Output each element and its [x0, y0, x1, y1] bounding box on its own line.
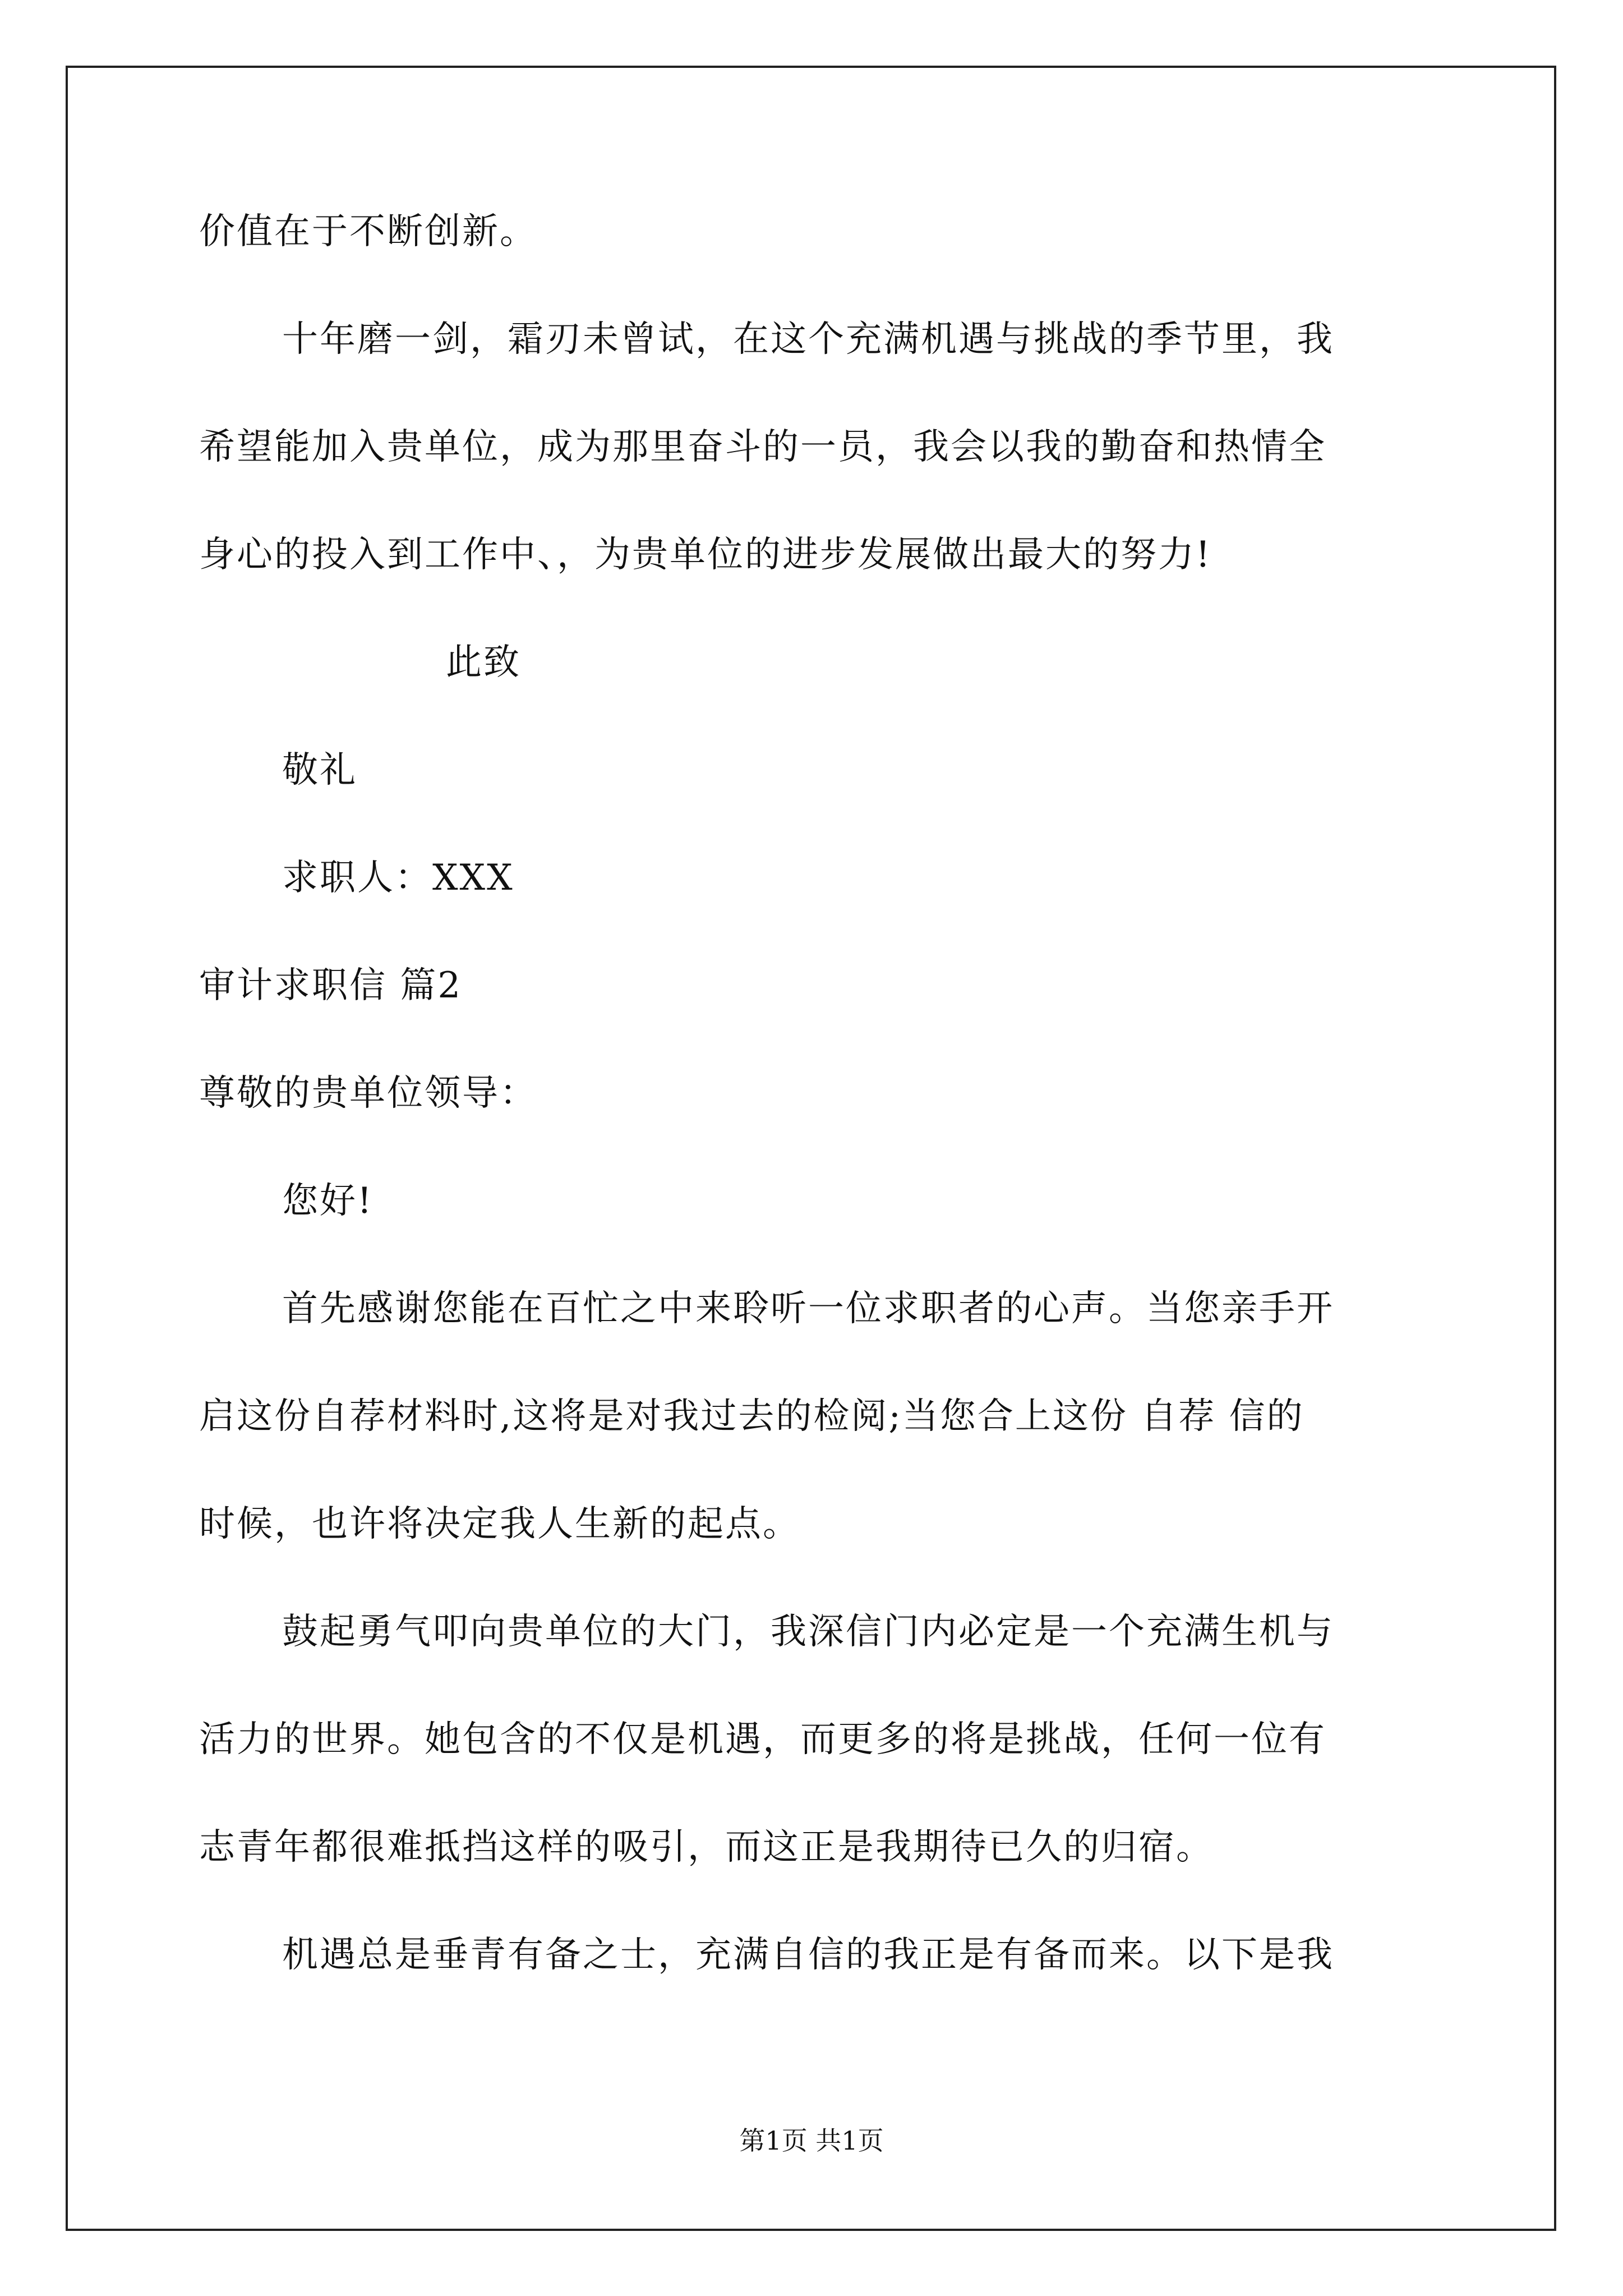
text-line: 首先感谢您能在百忙之中来聆听一位求职者的心声。当您亲手开: [282, 1288, 1334, 1329]
greeting-line: 尊敬的贵单位领导：: [199, 1073, 537, 1114]
text-line: 志青年都很难抵挡这样的吸引，而这正是我期待已久的归宿。: [199, 1826, 1214, 1868]
section-heading: 审计求职信 篇2: [199, 965, 463, 1006]
text-line: 鼓起勇气叩向贵单位的大门，我深信门内必定是一个充满生机与: [282, 1611, 1334, 1653]
closing-salutation: 此致: [446, 642, 521, 683]
page-border: [66, 66, 1556, 2231]
text-line: 希望能加入贵单位，成为那里奋斗的一员，我会以我的勤奋和热情全: [199, 426, 1326, 468]
text-line: 身心的投入到工作中、，为贵单位的进步发展做出最大的努力!: [199, 534, 1212, 576]
page-footer: 第1页 共1页: [739, 2125, 884, 2156]
text-line: 机遇总是垂青有备之士，充满自信的我正是有备而来。以下是我: [282, 1934, 1334, 1976]
greeting-hello: 您好!: [282, 1180, 374, 1222]
signature-line: 求职人：XXX: [282, 857, 514, 899]
text-line: 时候，也许将决定我人生新的起点。: [199, 1503, 800, 1545]
closing-regards: 敬礼: [282, 749, 357, 791]
text-line: 价值在于不断创新。: [199, 211, 537, 252]
text-line: 十年磨一剑，霜刃未曾试，在这个充满机遇与挑战的季节里，我: [282, 319, 1334, 360]
text-line: 活力的世界。她包含的不仅是机遇，而更多的将是挑战，任何一位有: [199, 1719, 1326, 1760]
text-line: 启这份自荐材料时,这将是对我过去的检阅;当您合上这份 自荐 信的: [199, 1396, 1304, 1437]
